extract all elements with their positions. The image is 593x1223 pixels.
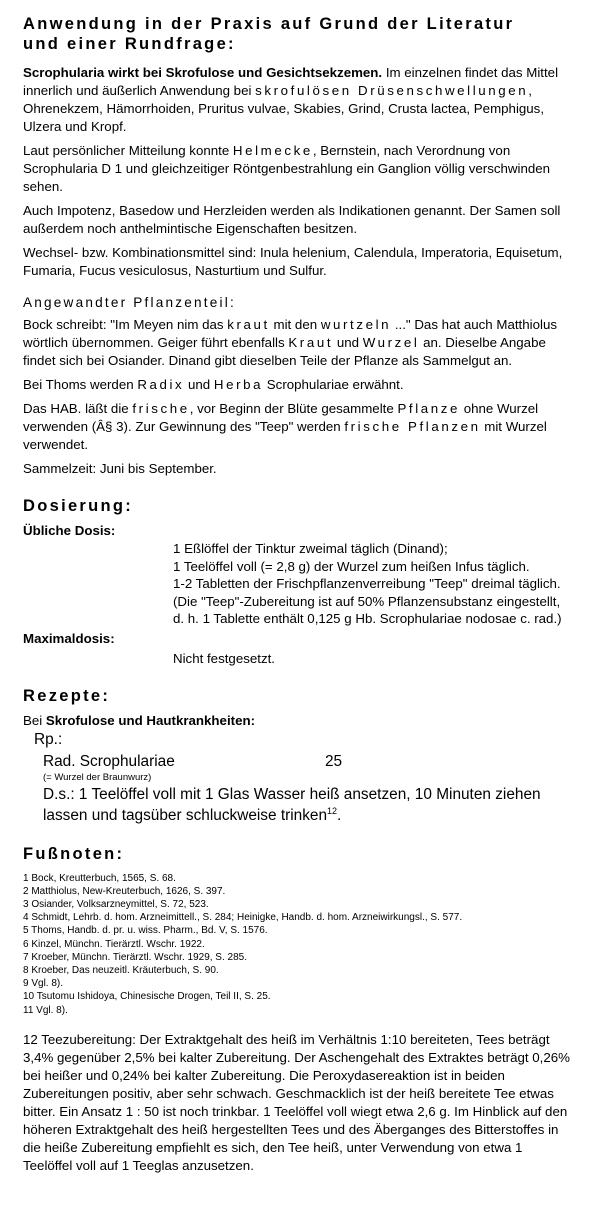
impotenz-paragraph: Auch Impotenz, Basedow und Herzleiden werden als Indikationen genannt. Der Samen soll außerdem noch anthelmintische Eigenschaften besitzen. bbox=[23, 203, 561, 236]
footnote-item: 11 Vgl. 8). bbox=[23, 1004, 68, 1016]
rezept-item-name: Rad. Scrophulariae bbox=[43, 752, 175, 770]
dosis-line: 1 Teelöffel voll (= 2,8 g) der Wurzel zum heißen Infus täglich. bbox=[173, 558, 530, 574]
rezept-item-amount: 25 bbox=[325, 752, 343, 770]
hab-text-3: ohne Wurzel verwenden (Â§ 3). Zur Gewinnung des "Teep" werden bbox=[23, 401, 539, 434]
footnote-item: 9 Vgl. 8). bbox=[23, 978, 64, 990]
section-pflanzenteil: Angewandter Pflanzenteil: bbox=[23, 295, 236, 310]
dosis-line: (Die "Teep"-Zubereitung ist auf 50% Pflanzensubstanz eingestellt, d. h. 1 Tablette enthält 0,125 g Hb. Scrophulariae nodosae c. rad.) bbox=[173, 593, 562, 626]
footnote-item: 2 Matthiolus, New-Kreuterbuch, 1626, S. 397. bbox=[23, 885, 226, 897]
helmecke-text-1: Laut persönlicher Mitteilung konnte bbox=[23, 143, 233, 158]
title-line-2: und einer Rundfrage: bbox=[23, 35, 236, 53]
bock-text-5: an. Dieselbe Angabe findet sich bei Osiander. Dinand gibt dieselben Teile der Pflanze als Sammelgut an. bbox=[23, 335, 546, 368]
thoms-text-1: Bei Thoms werden bbox=[23, 377, 138, 392]
bock-spaced-2: wurtzeln bbox=[320, 317, 392, 332]
bock-text-1: Bock schreibt: "Im Meyen nim das bbox=[23, 317, 228, 332]
sammelzeit: Sammelzeit: Juni bis September. bbox=[23, 461, 217, 476]
intro-text-1: Im einzelnen findet das Mittel innerlich und äußerlich Anwendung bei bbox=[23, 65, 559, 98]
rezept-ds-footnote-ref: 12 bbox=[327, 805, 338, 816]
hab-text-4: mit Wurzel verwendet. bbox=[23, 419, 547, 452]
rezept-item bbox=[43, 752, 571, 772]
rezept-heading-bold: Skrofulose und Hautkrankheiten: bbox=[45, 712, 256, 728]
dosis-list bbox=[173, 540, 571, 628]
bock-text-4: und bbox=[333, 335, 363, 350]
bock-paragraph bbox=[23, 316, 571, 370]
page-title bbox=[23, 14, 571, 54]
intro-paragraph bbox=[23, 64, 571, 136]
hab-spaced-2: Pflanze bbox=[397, 401, 460, 416]
bock-spaced-1: kraut bbox=[227, 317, 270, 332]
thoms-paragraph bbox=[23, 376, 571, 394]
bock-spaced-3: Kraut bbox=[288, 335, 334, 350]
thoms-text-3: Scrophulariae erwähnt. bbox=[263, 377, 404, 392]
maximaldosis-value: Nicht festgesetzt. bbox=[173, 650, 275, 666]
footnote-item: 8 Kroeber, Das neuzeitl. Kräuterbuch, S. 90. bbox=[23, 964, 219, 976]
thoms-text-2: und bbox=[184, 377, 214, 392]
hab-spaced-1: frische bbox=[132, 401, 190, 416]
bock-spaced-4: Wurzel bbox=[362, 335, 420, 350]
footnote-item: 7 Kroeber, Münchn. Tierärztl. Wschr. 1929, S. 285. bbox=[23, 951, 247, 963]
hab-text-2: , vor Beginn der Blüte gesammelte bbox=[189, 401, 398, 416]
maximaldosis-label: Maximaldosis: bbox=[23, 630, 115, 646]
thoms-spaced-1: Radix bbox=[137, 377, 185, 392]
helmecke-name: Helmecke bbox=[232, 143, 313, 158]
title-line-1: Anwendung in der Praxis auf Grund der Literatur bbox=[23, 15, 515, 33]
section-fussnoten: Fußnoten: bbox=[23, 844, 125, 863]
rezept-ds-text: D.s.: 1 Teelöffel voll mit 1 Glas Wasser heiß ansetzen, 10 Minuten ziehen lassen und tagsüber schluckweise trinken bbox=[43, 785, 541, 824]
footnote-item: 10 Tsutomu Ishidoya, Chinesische Drogen, Teil II, S. 25. bbox=[23, 991, 271, 1003]
rezept-ds bbox=[43, 784, 571, 826]
thoms-spaced-2: Herba bbox=[213, 377, 264, 392]
footnote-12-teezubereitung: 12 Teezubereitung: Der Extraktgehalt des heiß im Verhältnis 1:10 bereiteten, Tees beträgt 3,4% gegenüber 2,5% bei kalter Zubereitung. Der Aschengehalt des Extraktes beträgt 0,26% bei heißer und 0,24% bei kalter Zubereitung. Die Peroxydasereaktion ist in beiden Zubereitungen positiv, aber sehr schwach. Geschmacklich ist der heiß bereitete Tee etwas bitter. Ein Ansatz 1 : 50 ist noch trinkbar. 1 Teelöffel voll wiegt etwa 2,6 g. Im Hinblick auf den höheren Extraktgehalt des heiß hergestellten Tees und des Äberganges des Bitterstoffes in die heiße Zubereitung empfiehlt es sich, den Tee heiß, unter Verwendung von etwa 1 Teelöffel voll auf 1 Teeglas anzusetzen. bbox=[23, 1031, 570, 1173]
section-dosierung: Dosierung: bbox=[23, 497, 134, 515]
wechselmittel-paragraph: Wechsel- bzw. Kombinationsmittel sind: Inula helenium, Calendula, Imperatoria, Equisetum, Fumaria, Fucus vesiculosus, Nasturtium und Sulfur. bbox=[23, 245, 563, 278]
footnote-item: 5 Thoms, Handb. d. pr. u. wiss. Pharm., Bd. V, S. 1576. bbox=[23, 925, 268, 937]
bock-text-2: mit den bbox=[269, 317, 321, 332]
dosis-line: 1 Eßlöffel der Tinktur zweimal täglich (Dinand); bbox=[173, 541, 448, 556]
rezept-heading-pre: Bei bbox=[23, 712, 46, 728]
rezept-heading bbox=[23, 712, 571, 730]
footnote-item: 3 Osiander, Volksarzneymittel, S. 72, 523. bbox=[23, 898, 209, 910]
dosis-line: 1-2 Tabletten der Frischpflanzenverreibung "Teep" dreimal täglich. bbox=[173, 576, 561, 591]
hab-paragraph bbox=[23, 400, 571, 454]
intro-text-2: , Ohrenekzem, Hämorrhoiden, Pruritus vulvae, Skabies, Grind, Crusta lactea, Pemphigus, Ulzera und Kropf. bbox=[23, 83, 545, 134]
helmecke-paragraph bbox=[23, 142, 571, 196]
intro-bold: Scrophularia wirkt bei Skrofulose und Gesichtsekzemen. bbox=[23, 65, 383, 80]
footnote-item: 1 Bock, Kreutterbuch, 1565, S. 68. bbox=[23, 872, 176, 884]
footnote-item: 6 Kinzel, Münchn. Tierärztl. Wschr. 1922. bbox=[23, 938, 205, 950]
dosis-label: Übliche Dosis: bbox=[23, 523, 116, 538]
bock-text-3: ..." Das hat auch Matthiolus wörtlich übernommen. Geiger führt ebenfalls bbox=[23, 317, 557, 350]
rezept-item-sub: (= Wurzel der Braunwurz) bbox=[43, 771, 152, 783]
footnote-list bbox=[23, 872, 571, 1017]
rezept-ds-end: . bbox=[337, 806, 342, 824]
footnote-item: 4 Schmidt, Lehrb. d. hom. Arzneimittell., S. 284; Heinigke, Handb. d. hom. Arzneiwirkungsl., S. 577. bbox=[23, 912, 463, 924]
section-rezepte: Rezepte: bbox=[23, 686, 111, 705]
hab-text-1: Das HAB. läßt die bbox=[23, 401, 133, 416]
intro-spaced-term: skrofulösen Drüsenschwellungen bbox=[255, 83, 529, 98]
hab-spaced-3: frische Pflanzen bbox=[344, 419, 481, 434]
rezept-rp: Rp.: bbox=[34, 730, 63, 748]
helmecke-text-2: , Bernstein, nach Verordnung von Scrophularia D 1 und gleichzeitiger Röntgenbestrahlung ein Ganglion völlig verschwinden sehen. bbox=[23, 143, 551, 194]
rezept bbox=[23, 730, 571, 826]
